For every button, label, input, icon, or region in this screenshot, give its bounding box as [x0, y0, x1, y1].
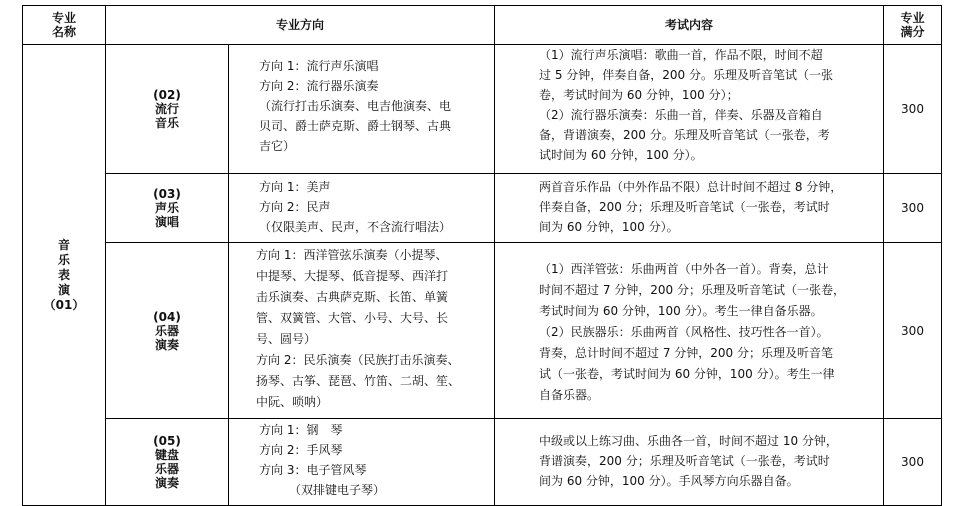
table-row-direction: 方向 1：流行声乐演唱 方向 2：流行器乐演奏 （流行打击乐演奏、电吉他演奏、电 贝司、爵士萨克斯、爵士钢琴、古典 吉它）	[259, 59, 452, 153]
major-name: 音 乐 表 演 （01）	[43, 237, 85, 312]
table-row-score: 300	[901, 455, 924, 469]
table-row-score: 300	[901, 102, 924, 116]
table-row-name: (02) 流行 音乐	[153, 88, 181, 130]
table-row-name: (05) 键盘 乐器 演奏	[153, 434, 181, 490]
table-row-content: 中级或以上练习曲、乐曲各一首，时间不超过 10 分钟， 背谱演奏，200 分；乐理及听音笔试（一张卷，考试时 间为 60 分钟，100 分）。手风琴方向乐器自备。	[539, 434, 838, 488]
table-row-direction: 方向 1：钢 琴 方向 2：手风琴 方向 3：电子管风琴 （双排键电子琴）	[259, 423, 386, 497]
table-row-content: （1）西洋管弦：乐曲两首（中外各一首）。背奏，总计 时间不超过 7 分钟，200 分；乐理及听音笔试（一张卷， 考试时间为 60 分钟，100 分）。考生一律自备乐器。 （2）民族器乐：乐曲两首（风格性、技巧性各一首）。 背奏，总计时间不超过 7 分钟，200 分；乐理及听音笔 试（一张卷，考试时间为 60 分钟，100 分）。考生一律 自备乐器。	[539, 262, 845, 402]
table-row-direction: 方向 1：美声 方向 2：民声 （仅限美声、民声，不含流行唱法）	[259, 180, 452, 234]
table-row-name: (03) 声乐 演唱	[153, 187, 181, 229]
table-row-name: (04) 乐器 演奏	[153, 309, 181, 352]
header-exam-content: 考试内容	[664, 18, 713, 32]
table-row-content: 两首音乐作品（中外作品不限）总计时间不超过 8 分钟， 伴奏自备，200 分；乐理及听音笔试（一张卷，考试时 间为 60 分钟，100 分）。	[539, 180, 843, 234]
header-direction: 专业方向	[275, 18, 324, 32]
header-major-name: 专业 名称	[51, 11, 76, 39]
table-row-score: 300	[901, 201, 924, 215]
header-full-score: 专业 满分	[900, 11, 925, 39]
table-row-score: 300	[901, 323, 924, 338]
table-row-direction: 方向 1：西洋管弦乐演奏（小提琴、 中提琴、大提琴、低音提琴、西洋打 击乐演奏、古典萨克斯、长笛、单簧 管、双簧管、大管、小号、大号、长 号、圆号） 方向 2：民乐演奏（民族打击乐演奏、 扬琴、古筝、琵琶、竹笛、二胡、笙、 中阮、唢呐）	[256, 248, 461, 409]
table-row-content: （1）流行声乐演唱：歌曲一首，作品不限，时间不超 过 5 分钟，伴奏自备，200 分。乐理及听音笔试（一张 卷，考试时间为 60 分钟，100 分）； （2）流行器乐演奏：乐曲一首，伴奏、乐器及音箱自 备，背谱演奏，200 分。乐理及听音笔试（一张卷，考 试时间为 60 分钟，100 分）。	[539, 48, 833, 162]
